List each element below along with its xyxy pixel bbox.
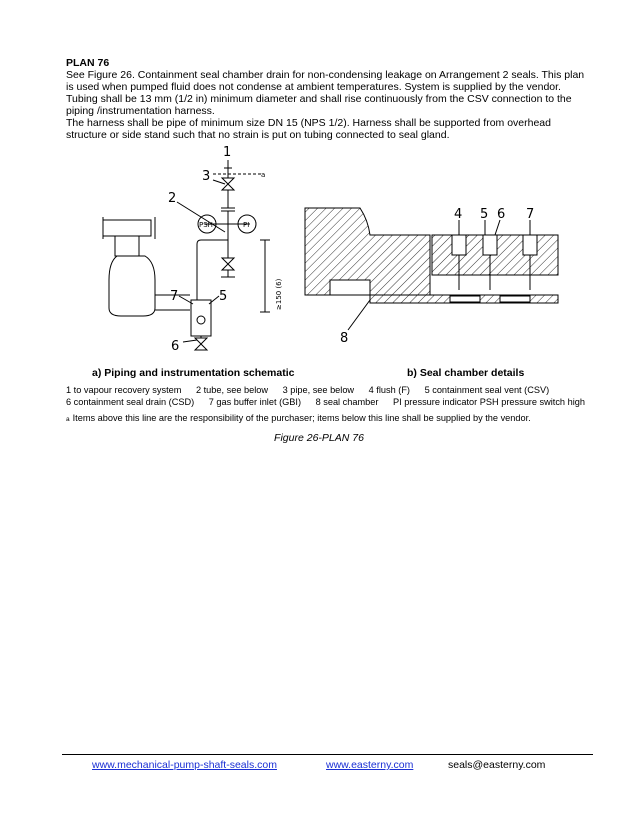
label-pi: PI — [243, 221, 250, 229]
footer-link[interactable]: www.mechanical-pump-shaft-seals.com — [92, 759, 277, 771]
label-1: 1 — [223, 145, 232, 160]
paragraph-line: is used when pumped fluid does not condense at ambient temperatures. System is supplied by the vendor. — [66, 81, 561, 94]
note-text: Items above this line are the responsibility of the purchaser; items below this line shall be supplied by the vendor. — [72, 413, 531, 423]
footer-divider — [62, 754, 593, 755]
legend-item: 1 to vapour recovery system — [66, 385, 182, 395]
legend-item: 3 pipe, see below — [282, 385, 355, 395]
label-4: 4 — [454, 207, 463, 222]
label-6: 6 — [171, 339, 180, 354]
label-7: 7 — [170, 289, 179, 304]
seal-chamber-diagram — [300, 200, 562, 348]
label-7: 7 — [526, 207, 535, 222]
legend-item: 7 gas buffer inlet (GBI) — [208, 396, 302, 407]
legend-item: 4 flush (F) — [368, 385, 410, 395]
footer-link-pump-seals[interactable] — [92, 759, 277, 771]
footer-link[interactable]: www.easterny.com — [326, 759, 414, 771]
label-6: 6 — [497, 207, 506, 222]
legend-line-2 — [66, 397, 597, 409]
label-5: 5 — [480, 207, 489, 222]
figure-legend — [66, 385, 597, 408]
paragraph-line: piping /instrumentation harness. — [66, 105, 215, 118]
paragraph-line: structure or side stand such that no strain is put on tubing connected to seal gland. — [66, 129, 450, 142]
legend-item: 2 tube, see below — [195, 385, 268, 395]
note-marker: a — [66, 416, 70, 423]
legend-item: PI pressure indicator PSH pressure switch high — [392, 396, 585, 407]
label-2: 2 — [168, 191, 177, 206]
paragraph-line: See Figure 26. Containment seal chamber drain for non-condensing leakage on Arrangement 2 seals. This plan — [66, 69, 585, 81]
legend-line-1 — [66, 385, 597, 397]
label-a: a — [261, 171, 266, 179]
figure-b-caption: b) Seal chamber details — [407, 367, 525, 379]
plan-description — [66, 69, 596, 142]
legend-item: 6 containment seal drain (CSD) — [66, 396, 195, 407]
label-3: 3 — [202, 169, 211, 184]
legend-item: 5 containment seal vent (CSV) — [424, 385, 550, 395]
label-8: 8 — [340, 331, 349, 346]
responsibility-note — [66, 413, 531, 423]
paragraph-line: The harness shall be pipe of minimum size DN 15 (NPS 1/2). Harness shall be supported from overhead — [66, 117, 551, 130]
figure-title: Figure 26-PLAN 76 — [274, 432, 364, 444]
plan-heading: PLAN 76 — [66, 57, 110, 69]
label-5: 5 — [219, 289, 228, 304]
label-psh: PSH — [199, 221, 213, 229]
figure-a-caption: a) Piping and instrumentation schematic — [92, 367, 295, 379]
paragraph-line: Tubing shall be 13 mm (1/2 in) minimum diameter and shall rise continuously from the CSV connection to the — [66, 93, 572, 106]
legend-item: 8 seal chamber — [315, 396, 379, 407]
label-dimension: ≥150 (6) — [275, 278, 283, 310]
piping-schematic-diagram — [95, 140, 285, 355]
footer-link-easterny[interactable] — [326, 759, 413, 771]
footer-email: seals@easterny.com — [448, 759, 546, 771]
